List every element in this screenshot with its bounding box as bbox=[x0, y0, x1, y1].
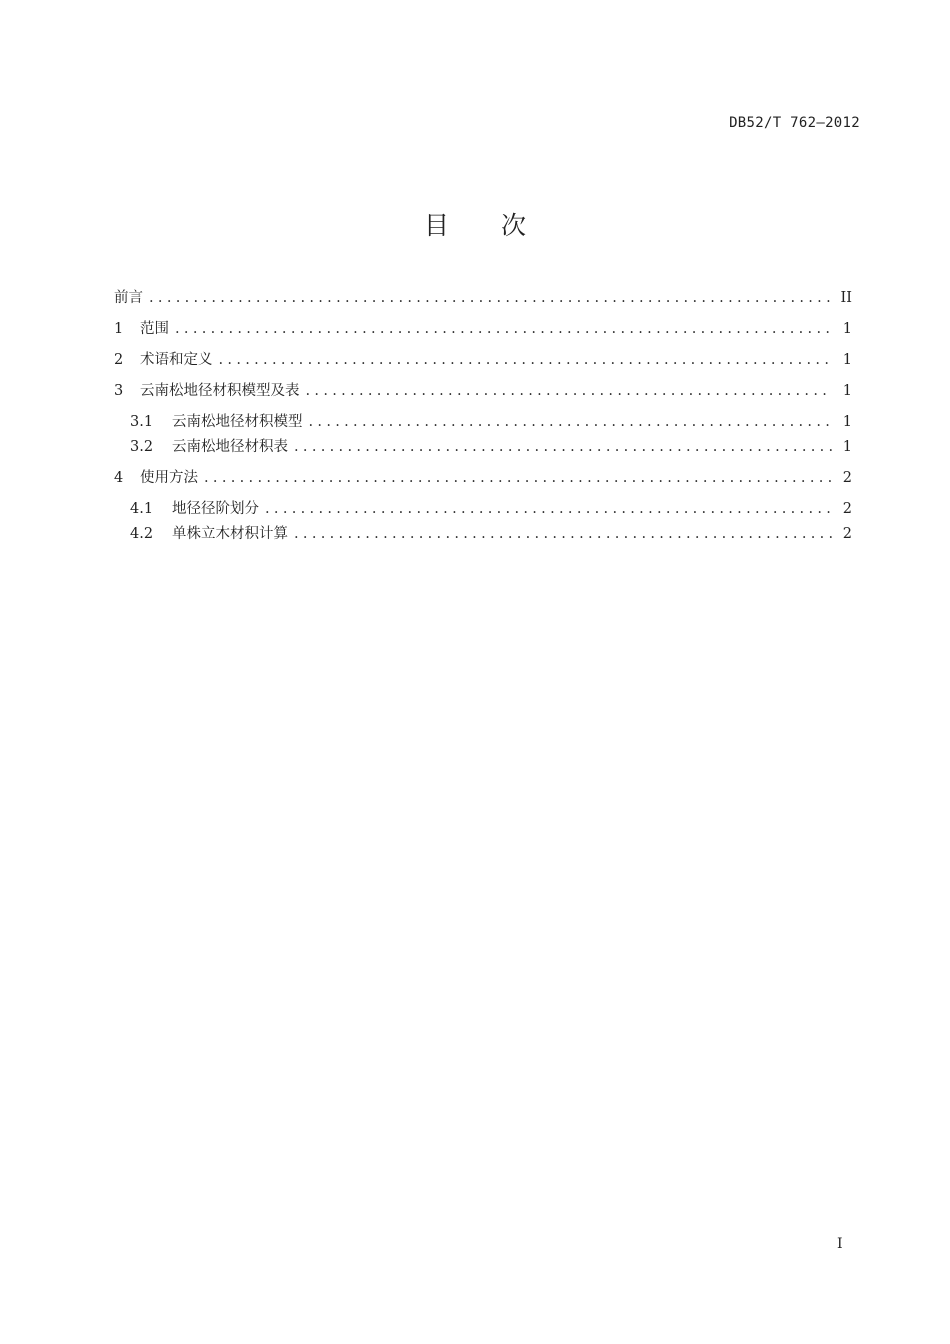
toc-entry-number: 4.1 bbox=[130, 501, 154, 517]
toc-entry-number: 2 bbox=[114, 352, 124, 368]
toc-leader-dots bbox=[219, 352, 833, 368]
toc-entry-number: 3.2 bbox=[130, 439, 154, 455]
toc-entry-page: 2 bbox=[842, 501, 852, 517]
toc-entry-label: 地径径阶划分 bbox=[172, 501, 259, 517]
toc-entry-label: 单株立木材积计算 bbox=[172, 526, 288, 542]
toc-entry-label: 云南松地径材积模型及表 bbox=[140, 383, 300, 399]
toc-entry-number: 4.2 bbox=[130, 526, 154, 542]
toc-entry-foreword[interactable] bbox=[114, 286, 852, 308]
toc-leader-dots bbox=[309, 414, 833, 430]
toc-leader-dots bbox=[306, 383, 833, 399]
toc-entry-3[interactable] bbox=[114, 379, 852, 401]
toc-title-char-2: 次 bbox=[501, 211, 527, 240]
toc-entry-4-2[interactable] bbox=[130, 522, 852, 544]
toc-entry-label: 范围 bbox=[140, 321, 169, 337]
toc-entry-page: II bbox=[840, 290, 852, 306]
toc-entry-number: 4 bbox=[114, 470, 124, 486]
toc-title bbox=[0, 206, 950, 242]
toc-entry-page: 2 bbox=[842, 470, 852, 486]
toc-entry-4[interactable] bbox=[114, 466, 852, 488]
toc-entry-label: 前言 bbox=[114, 290, 143, 306]
toc-entry-page: 1 bbox=[842, 414, 852, 430]
toc-entry-2[interactable] bbox=[114, 348, 852, 370]
toc-entry-label: 使用方法 bbox=[140, 470, 198, 486]
toc-leader-dots bbox=[265, 501, 832, 517]
toc-entry-label: 术语和定义 bbox=[140, 352, 213, 368]
toc-entry-page: 1 bbox=[842, 352, 852, 368]
document-code: DB52/T 762—2012 bbox=[729, 115, 860, 131]
toc-leader-dots bbox=[204, 470, 832, 486]
toc-entry-number: 1 bbox=[114, 321, 124, 337]
toc-entry-page: 1 bbox=[842, 383, 852, 399]
page-number: I bbox=[837, 1236, 843, 1252]
toc-leader-dots bbox=[294, 526, 832, 542]
toc-entry-page: 1 bbox=[842, 321, 852, 337]
toc-entry-1[interactable] bbox=[114, 317, 852, 339]
toc-entry-page: 2 bbox=[842, 526, 852, 542]
toc-entry-number: 3 bbox=[114, 383, 124, 399]
toc-entry-4-1[interactable] bbox=[130, 497, 852, 519]
toc-leader-dots bbox=[175, 321, 832, 337]
toc-entry-page: 1 bbox=[842, 439, 852, 455]
toc-leader-dots bbox=[294, 439, 832, 455]
toc-entry-3-1[interactable] bbox=[130, 410, 852, 432]
toc-title-char-1: 目 bbox=[423, 211, 449, 240]
toc-entry-3-2[interactable] bbox=[130, 435, 852, 457]
toc-entry-label: 云南松地径材积模型 bbox=[172, 414, 303, 430]
toc-entry-label: 云南松地径材积表 bbox=[172, 439, 288, 455]
toc-leader-dots bbox=[149, 290, 832, 306]
toc-entry-number: 3.1 bbox=[130, 414, 154, 430]
